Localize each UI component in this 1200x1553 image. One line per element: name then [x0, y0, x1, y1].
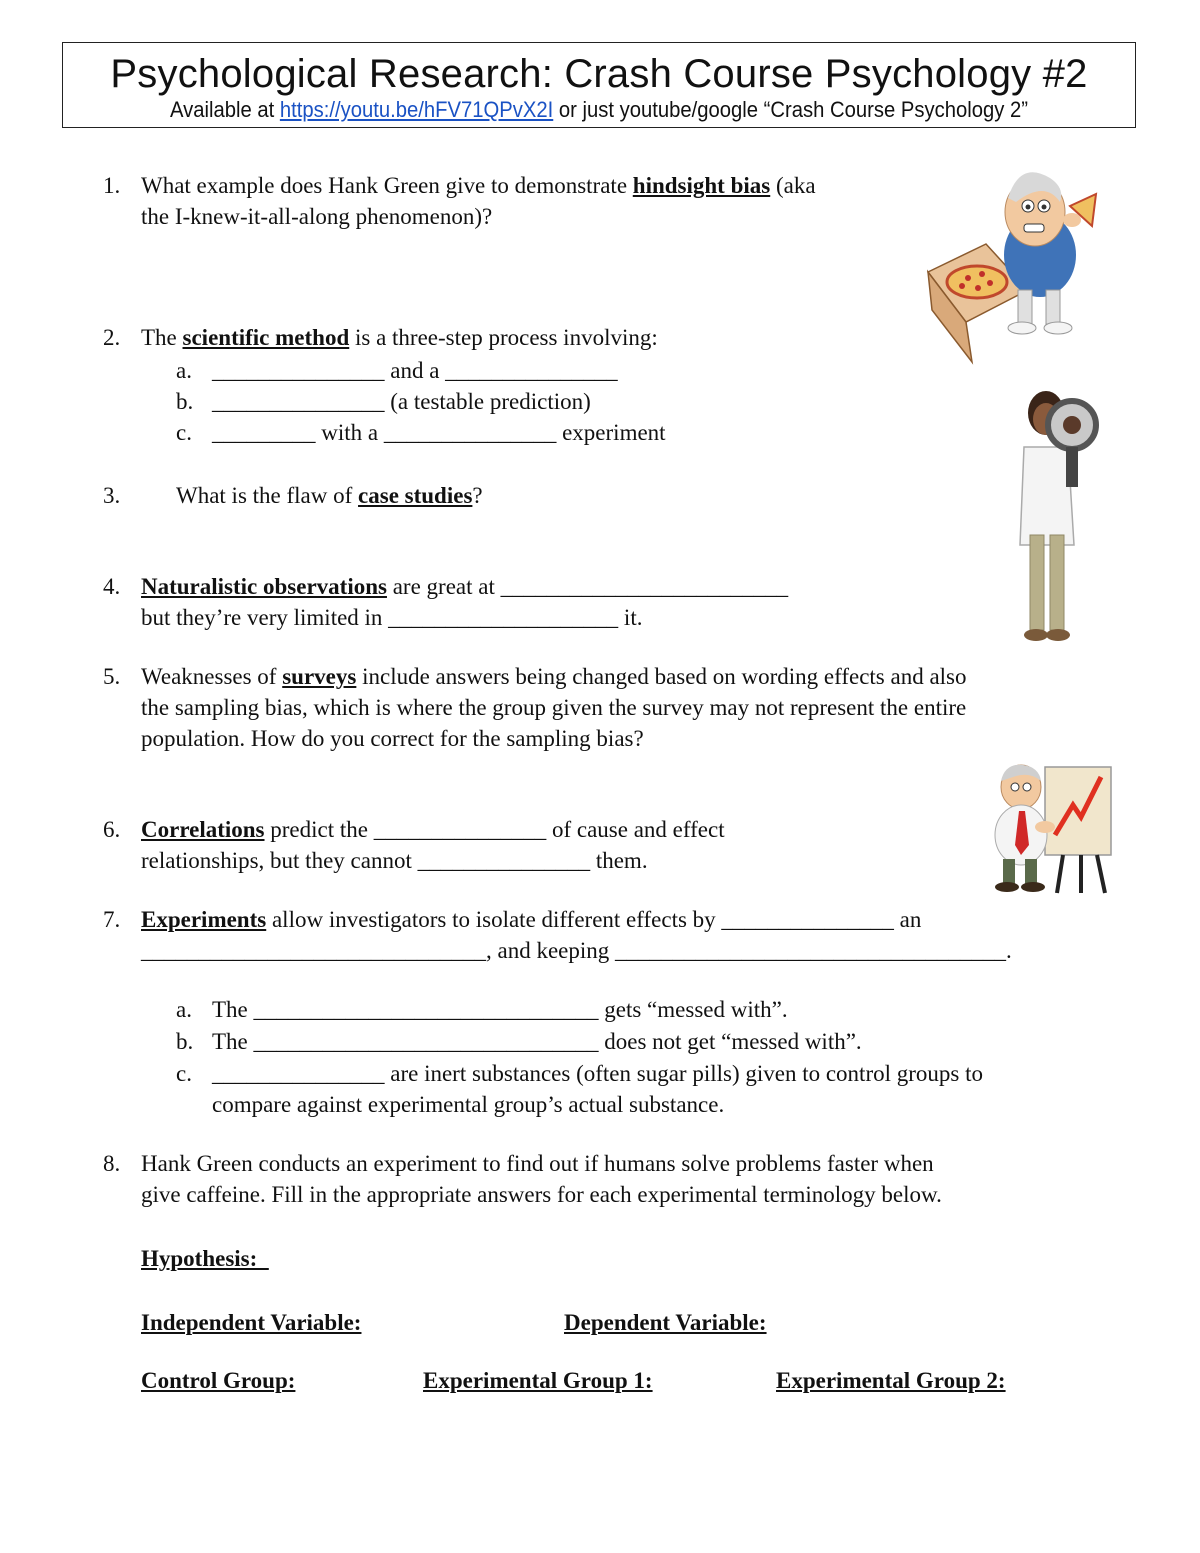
question-7 [141, 904, 1141, 966]
term-case-studies: case studies [358, 483, 473, 508]
q6-line2: relationships, but they cannot _______________ them. [141, 848, 648, 873]
label-hypothesis: Hypothesis: [141, 1246, 269, 1271]
header-box [62, 42, 1136, 128]
q2-a-label: a. [176, 358, 192, 383]
q7-c-text [212, 1058, 1152, 1120]
magnifier-woman-clipart [1000, 385, 1110, 647]
question-4 [141, 571, 941, 633]
q2-post: is a three-step process involving: [349, 325, 658, 350]
available-suffix: or just youtube/google “Crash Course Psychology 2” [553, 97, 1029, 122]
q2-a-text: _______________ and a _______________ [212, 358, 618, 383]
question-6-number: 6. [103, 817, 121, 842]
subtitle [106, 97, 1092, 123]
q7-line2: ______________________________, and keeping __________________________________. [141, 938, 1012, 963]
q7-b-label: b. [176, 1029, 194, 1054]
man-figure [1004, 172, 1096, 334]
q3-pre: What is the flaw of [176, 483, 359, 508]
q8-line1: Hank Green conducts an experiment to find out if humans solve problems faster when [141, 1151, 934, 1176]
q7-b-text: The ______________________________ does not get “messed with”. [212, 1029, 862, 1054]
q7-a-label: a. [176, 997, 192, 1022]
q2-b-text: _______________ (a testable prediction) [212, 389, 591, 414]
label-control-group: Control Group: [141, 1368, 296, 1393]
label-experimental-group-2: Experimental Group 2: [776, 1368, 1006, 1393]
q1-line2: the I-knew-it-all-along phenomenon)? [141, 204, 493, 229]
question-4-number: 4. [103, 574, 121, 599]
q5-line2: the sampling bias, which is where the group given the survey may not represent the entire [141, 695, 967, 720]
q6-post: predict the _______________ of cause and effect [264, 817, 725, 842]
term-surveys: surveys [282, 664, 357, 689]
question-8 [141, 1148, 1141, 1210]
q2-c-text: _________ with a _______________ experiment [212, 420, 666, 445]
chart-presenter-clipart [985, 755, 1120, 895]
q5-pre: Weaknesses of [141, 664, 283, 689]
question-1-number: 1. [103, 173, 121, 198]
term-correlations: Correlations [141, 817, 265, 842]
label-experimental-group-1: Experimental Group 1: [423, 1368, 653, 1393]
q2-c-label: c. [176, 420, 192, 445]
question-1 [141, 170, 961, 232]
q8-line2: give caffeine. Fill in the appropriate answers for each experimental terminology below. [141, 1182, 942, 1207]
q5-post: include answers being changed based on wording effects and also [356, 664, 967, 689]
question-6 [141, 814, 941, 876]
question-5-number: 5. [103, 664, 121, 689]
question-8-number: 8. [103, 1151, 121, 1176]
easel-chart-image [1045, 767, 1111, 893]
question-3-number: 3. [103, 483, 121, 508]
q2-b-label: b. [176, 389, 194, 414]
q4-post: are great at _________________________ [386, 574, 789, 599]
q5-line3: population. How do you correct for the sampling bias? [141, 726, 644, 751]
question-5 [141, 661, 1141, 754]
q3-post: ? [472, 483, 483, 508]
label-independent-variable: Independent Variable: [141, 1310, 362, 1335]
page-title: Psychological Research: Crash Course Psychology #2 [110, 52, 1088, 96]
video-link[interactable]: https://youtu.be/hFV71QPvX2I [279, 97, 554, 122]
term-naturalistic-observations: Naturalistic observations [141, 574, 387, 599]
available-prefix: Available at [169, 97, 280, 122]
term-scientific-method: scientific method [182, 325, 350, 350]
q1-post: (aka [770, 173, 816, 198]
pizza-man-clipart [920, 140, 1100, 365]
label-dependent-variable: Dependent Variable: [564, 1310, 767, 1335]
q7-c-line1: _______________ are inert substances (often sugar pills) given to control groups to [212, 1061, 983, 1086]
q1-pre: What example does Hank Green give to demonstrate [141, 173, 633, 198]
q7-a-text: The ______________________________ gets “messed with”. [212, 997, 788, 1022]
q4-line2: but they’re very limited in ____________________ it. [141, 605, 643, 630]
question-3 [176, 480, 483, 511]
term-hindsight-bias: hindsight bias [632, 173, 771, 198]
q2-pre: The [141, 325, 183, 350]
q7-c-label: c. [176, 1061, 192, 1086]
q7-c-line2: compare against experimental group’s actual substance. [212, 1092, 725, 1117]
question-7-number: 7. [103, 907, 121, 932]
q7-post: allow investigators to isolate different effects by _______________ an [266, 907, 922, 932]
term-experiments: Experiments [141, 907, 267, 932]
question-2-number: 2. [103, 325, 121, 350]
question-2 [141, 322, 921, 353]
